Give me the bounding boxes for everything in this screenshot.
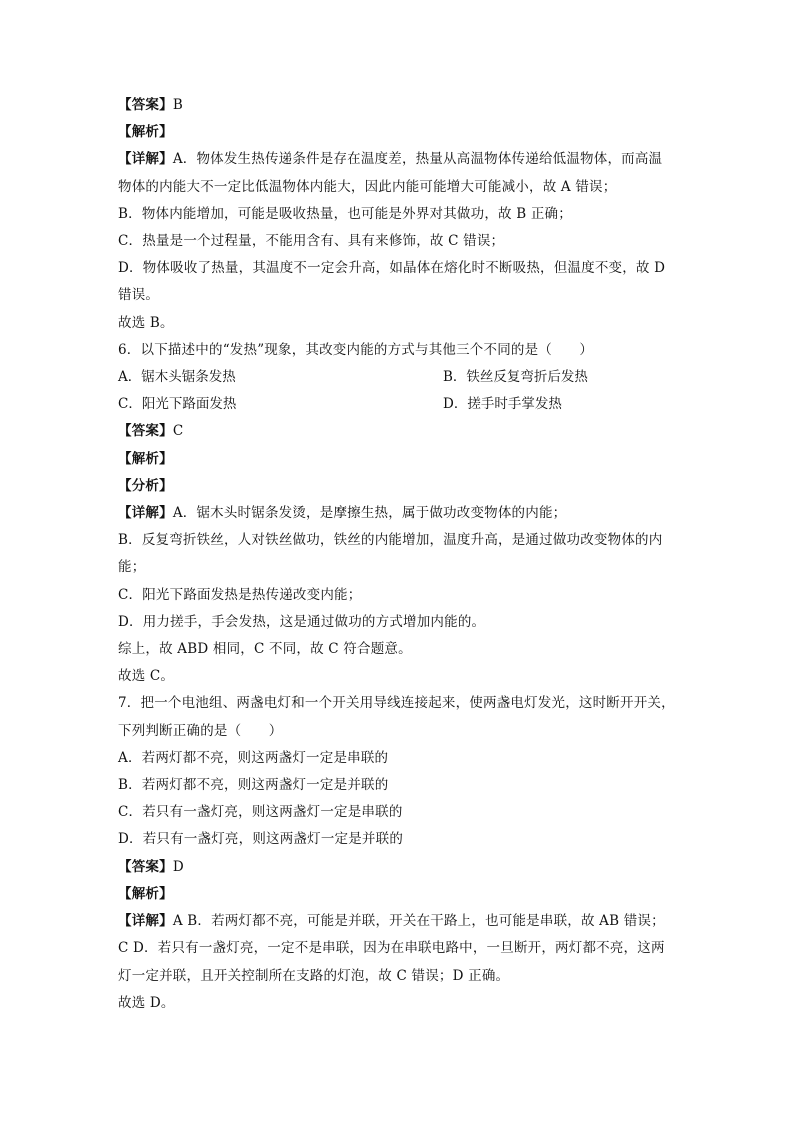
option-b: B．铁丝反复弯折后发热 bbox=[443, 369, 588, 386]
conclusion-line: 故选 D。 bbox=[118, 994, 175, 1011]
answer-line bbox=[118, 854, 678, 881]
detail-tag: 【详解】 bbox=[118, 151, 173, 168]
answer-line bbox=[118, 92, 678, 119]
analysis-heading: 【解析】 bbox=[118, 450, 173, 467]
detail-line: C D．若只有一盏灯亮，一定不是串联，因为在串联电路中，一旦断开，两灯都不亮，这两 bbox=[118, 940, 665, 957]
detail-tag: 【详解】 bbox=[118, 913, 173, 930]
option-a: A．若两灯都不亮，则这两盏灯一定是串联的 bbox=[118, 749, 389, 766]
question-stem-cont: 下列判断正确的是（ ） bbox=[118, 722, 283, 739]
option-row bbox=[118, 364, 678, 391]
answer-line bbox=[118, 418, 678, 445]
option-b: B．若两灯都不亮，则这两盏灯一定是并联的 bbox=[118, 777, 389, 794]
detail-line: 综上，故 ABD 相同，C 不同，故 C 符合题意。 bbox=[118, 641, 412, 658]
analysis-heading: 【解析】 bbox=[118, 885, 173, 902]
detail-line: 物体的内能大不一定比低温物体内能大，因此内能可能增大可能减小，故 A 错误； bbox=[118, 178, 617, 195]
detail-line: B．反复弯折铁丝，人对铁丝做功，铁丝的内能增加，温度升高，是通过做功改变物体的内 bbox=[118, 532, 663, 549]
question-stem: 7．把一个电池组、两盏电灯和一个开关用导线连接起来，使两盏电灯发光，这时断开开关， bbox=[118, 695, 675, 712]
option-d: D．若只有一盏灯亮，则这两盏灯一定是并联的 bbox=[118, 831, 404, 848]
conclusion-line: 故选 B。 bbox=[118, 314, 174, 331]
answer-value: D bbox=[172, 858, 184, 875]
detail-line: D．物体吸收了热量，其温度不一定会升高，如晶体在熔化时不断吸热，但温度不变，故 D bbox=[118, 260, 666, 277]
detail-line: C．热量是一个过程量，不能用含有、具有来修饰，故 C 错误； bbox=[118, 233, 505, 250]
detail-line: 错误。 bbox=[118, 287, 160, 304]
question-stem: 6．以下描述中的“发热”现象，其改变内能的方式与其他三个不同的是（ ） bbox=[118, 341, 594, 358]
detail-line: 【详解】A．锯木头时锯条发烫，是摩擦生热，属于做功改变物体的内能； bbox=[118, 505, 567, 522]
detail-line: 【详解】A．物体发生热传递条件是存在温度差，热量从高温物体传递给低温物体，而高温 bbox=[118, 151, 663, 168]
detail-line: 灯一定并联，且开关控制所在支路的灯泡，故 C 错误；D 正确。 bbox=[118, 967, 510, 984]
detail-line: B．物体内能增加，可能是吸收热量，也可能是外界对其做功，故 B 正确； bbox=[118, 205, 572, 222]
answer-value: C bbox=[172, 423, 184, 440]
option-a: A．锯木头锯条发热 bbox=[118, 369, 236, 386]
document-page bbox=[118, 92, 678, 1017]
answer-value: B bbox=[172, 97, 183, 113]
option-c: C．若只有一盏灯亮，则这两盏灯一定是串联的 bbox=[118, 804, 403, 821]
detail-line: D．用力搓手，手会发热，这是通过做功的方式增加内能的。 bbox=[118, 613, 486, 630]
answer-tag: 【答案】 bbox=[118, 858, 173, 875]
fenxi-heading: 【分析】 bbox=[118, 477, 173, 494]
detail-line: C．阳光下路面发热是热传递改变内能； bbox=[118, 586, 362, 603]
detail-line: 能； bbox=[118, 559, 146, 576]
answer-tag: 【答案】 bbox=[118, 97, 173, 113]
conclusion-line: 故选 C。 bbox=[118, 668, 175, 685]
option-d: D．搓手时手掌发热 bbox=[443, 396, 562, 413]
detail-line: 【详解】A B．若两灯都不亮，可能是并联，开关在干路上，也可能是串联，故 AB 错误； bbox=[118, 913, 665, 930]
answer-tag: 【答案】 bbox=[118, 423, 173, 440]
detail-tag: 【详解】 bbox=[118, 505, 173, 522]
option-row bbox=[118, 391, 678, 418]
option-c: C．阳光下路面发热 bbox=[118, 396, 237, 413]
analysis-heading: 【解析】 bbox=[118, 124, 173, 141]
